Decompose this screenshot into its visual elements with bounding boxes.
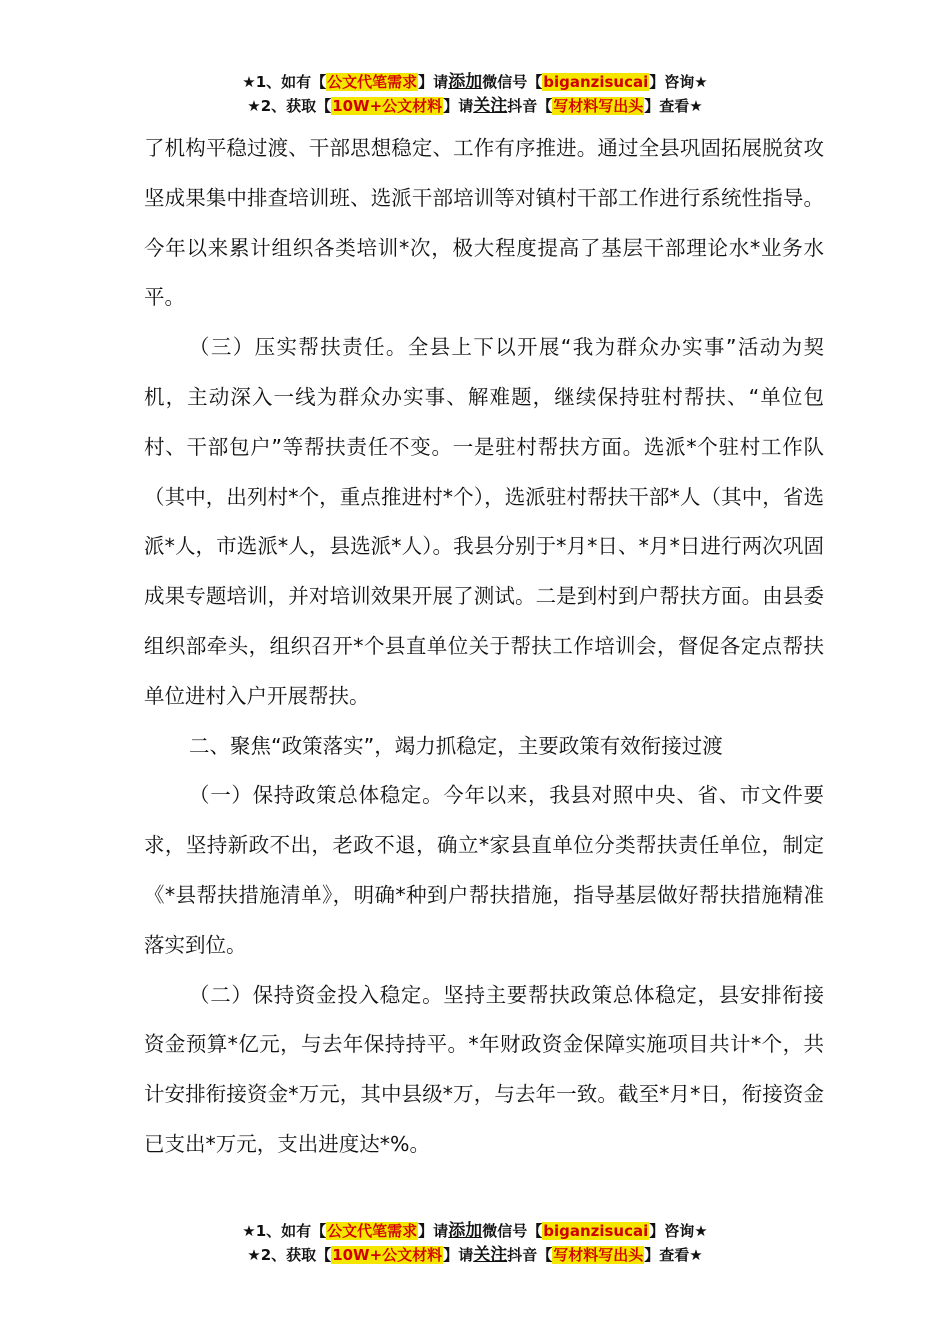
paragraph-subsection-2: （二）保持资金投入稳定。坚持主要帮扶政策总体稳定，县安排衔接资金预算*亿元，与去年保持持平。*年财政资金保障实施项目共计*个，共计安排衔接资金*万元，其中县级*万，与去年一致。截至*月*日，衔接资金已支出*万元，支出进度达*%。 xyxy=(144,982,824,1156)
highlight-materials: 10W+公文材料 xyxy=(332,1246,443,1264)
highlight-materials: 10W+公文材料 xyxy=(332,97,443,115)
highlight-douyin: 写材料写出头 xyxy=(553,97,644,115)
paragraph-continuation: 了机构平稳过渡、干部思想稳定、工作有序推进。通过全县巩固拓展脱贫攻坚成果集中排查培训班、选派干部培训等对镇村干部工作进行系统性指导。今年以来累计组织各类培训*次，极大程度提高了基层干部理论水*业务水平。 xyxy=(144,136,824,310)
promo-line-1: ★1、如有【公文代笔需求】请添加微信号【biganzisucai】咨询★ xyxy=(242,72,708,92)
paragraph-subsection-1: （一）保持政策总体稳定。今年以来，我县对照中央、省、市文件要求，坚持新政不出，老政不退，确立*家县直单位分类帮扶责任单位，制定《*县帮扶措施清单》，明确*种到户帮扶措施，指导基层做好帮扶措施精准落实到位。 xyxy=(144,783,824,957)
highlight-wechat-id: biganzisucai xyxy=(543,1222,649,1240)
promo-banner-bottom xyxy=(0,1219,950,1267)
paragraph-section-3: （三）压实帮扶责任。全县上下以开展“我为群众办实事”活动为契机，主动深入一线为群众办实事、解难题，继续保持驻村帮扶、“单位包村、干部包户”等帮扶责任不变。一是驻村帮扶方面。选派*个驻村工作队（其中，出列村*个，重点推进村*个），选派驻村帮扶干部*人（其中，省选派*人，市选派*人，县选派*人）。我县分别于*月*日、*月*日进行两次巩固成果专题培训，并对培训效果开展了测试。二是到村到户帮扶方面。由县委组织部牵头，组织召开*个县直单位关于帮扶工作培训会，督促各定点帮扶单位进村入户开展帮扶。 xyxy=(144,335,824,708)
promo-banner-top xyxy=(0,70,950,118)
promo-line-2: ★2、获取【10W+公文材料】请关注抖音【写材料写出头】查看★ xyxy=(247,96,703,116)
heading-section-2: 二、聚焦“政策落实”，竭力抓稳定，主要政策有效衔接过渡 xyxy=(189,733,723,758)
highlight-wechat-id: biganzisucai xyxy=(543,73,649,91)
promo-line-2: ★2、获取【10W+公文材料】请关注抖音【写材料写出头】查看★ xyxy=(247,1245,703,1265)
promo-line-1: ★1、如有【公文代笔需求】请添加微信号【biganzisucai】咨询★ xyxy=(242,1221,708,1241)
highlight-service: 公文代笔需求 xyxy=(327,1222,418,1240)
document-body xyxy=(144,124,824,1170)
highlight-douyin: 写材料写出头 xyxy=(553,1246,644,1264)
highlight-service: 公文代笔需求 xyxy=(327,73,418,91)
